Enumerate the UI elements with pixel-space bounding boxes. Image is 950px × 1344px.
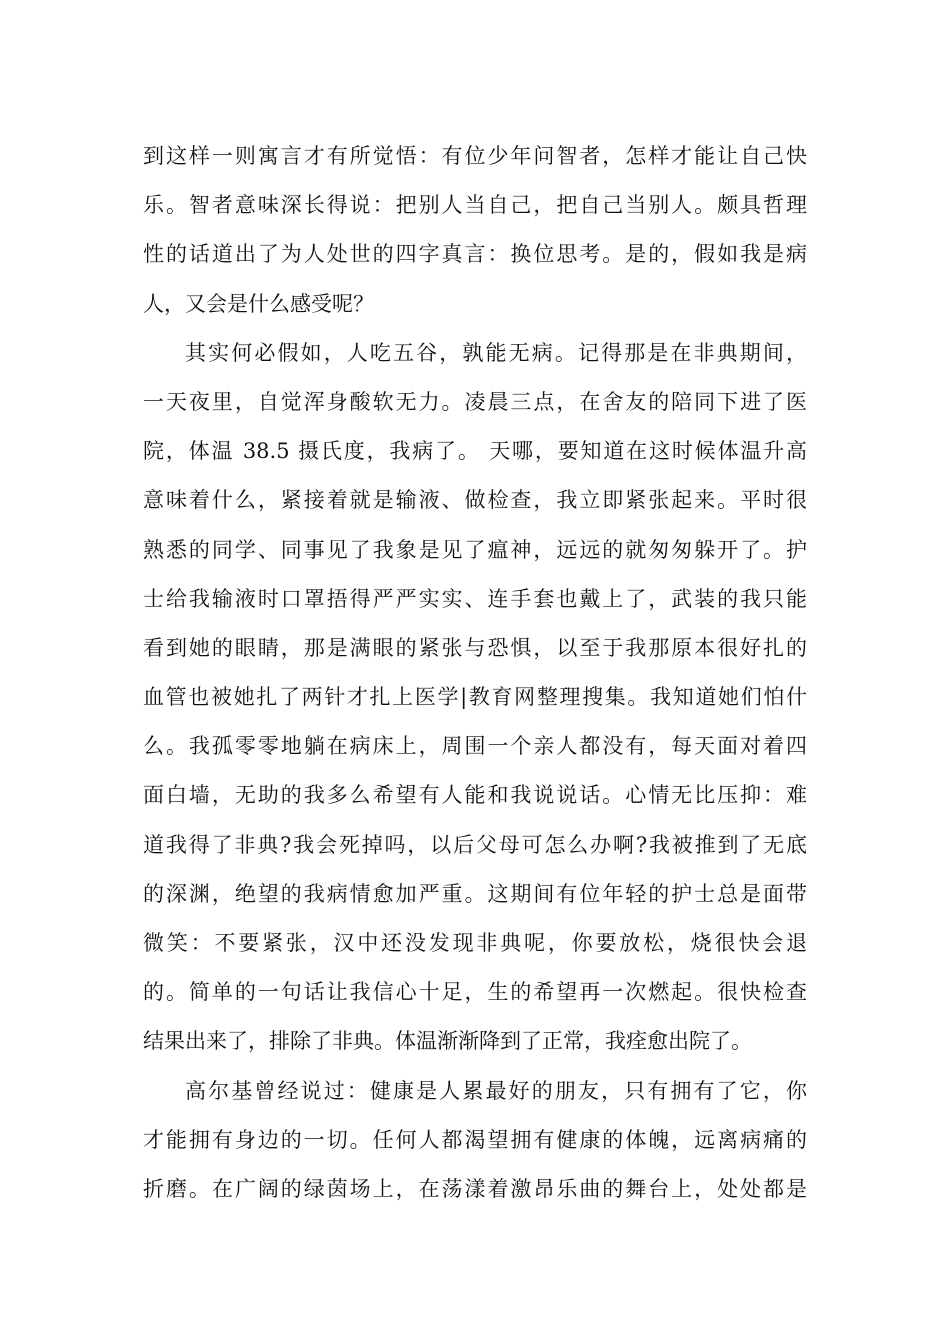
text-line: 熟悉的同学、同事见了我象是见了瘟神，远远的就匆匆躲开了。护 bbox=[143, 537, 807, 562]
text-line: 微笑：不要紧张，汉中还没发现非典呢，你要放松，烧很快会退 bbox=[143, 931, 807, 955]
text-line: 人，又会是什么感受呢？ bbox=[143, 291, 374, 316]
text-line: 道我得了非典?我会死掉吗，以后父母可怎么办啊?我被推到了无底 bbox=[143, 832, 807, 857]
text-line: 面白墙，无助的我多么希望有人能和我说说话。心情无比压抑：难 bbox=[143, 783, 807, 808]
text-line: 的深渊，绝望的我病情愈加严重。这期间有位年轻的护士总是面带 bbox=[143, 881, 807, 906]
paragraph-start-line: 高尔基曾经说过：健康是人累最好的朋友，只有拥有了它，你 bbox=[185, 1078, 807, 1103]
paragraph-start-line: 其实何必假如，人吃五谷，孰能无病。记得那是在非典期间， bbox=[185, 340, 807, 365]
text-line: 一天夜里，自觉浑身酸软无力。凌晨三点，在舍友的陪同下进了医 bbox=[143, 389, 807, 414]
text-line: 看到她的眼睛，那是满眼的紧张与恐惧，以至于我那原本很好扎的 bbox=[143, 635, 807, 660]
text-line: 到这样一则寓言才有所觉悟：有位少年问智者，怎样才能让自己快 bbox=[143, 144, 807, 168]
text-line: 才能拥有身边的一切。任何人都渴望拥有健康的体魄，远离病痛的 bbox=[143, 1127, 807, 1152]
body-text bbox=[143, 132, 807, 1214]
text-line: 血管也被她扎了两针才扎上医学|教育网整理搜集。我知道她们怕什 bbox=[143, 685, 807, 710]
text-line: 的。简单的一句话让我信心十足，生的希望再一次燃起。很快检查 bbox=[143, 980, 807, 1005]
text-line: 性的话道出了为人处世的四字真言：换位思考。是的，假如我是病 bbox=[143, 242, 807, 267]
text-line: 么。我孤零零地躺在病床上，周围一个亲人都没有，每天面对着四 bbox=[143, 734, 807, 759]
text-line: 折磨。在广阔的绿茵场上，在荡漾着激昂乐曲的舞台上，处处都是 bbox=[143, 1176, 807, 1201]
text-line: 乐。智者意味深长得说：把别人当自己，把自己当别人。颇具哲理 bbox=[143, 193, 807, 218]
text-line: 意味着什么，紧接着就是输液、做检查，我立即紧张起来。平时很 bbox=[143, 488, 807, 513]
text-line: 结果出来了，排除了非典。体温渐渐降到了正常，我痊愈出院了。 bbox=[143, 1029, 752, 1054]
text-line: 士给我输液时口罩捂得严严实实、连手套也戴上了，武装的我只能 bbox=[143, 586, 807, 611]
text-line: 院，体温 38.5 摄氏度，我病了。 天哪，要知道在这时候体温升高 bbox=[143, 439, 807, 464]
